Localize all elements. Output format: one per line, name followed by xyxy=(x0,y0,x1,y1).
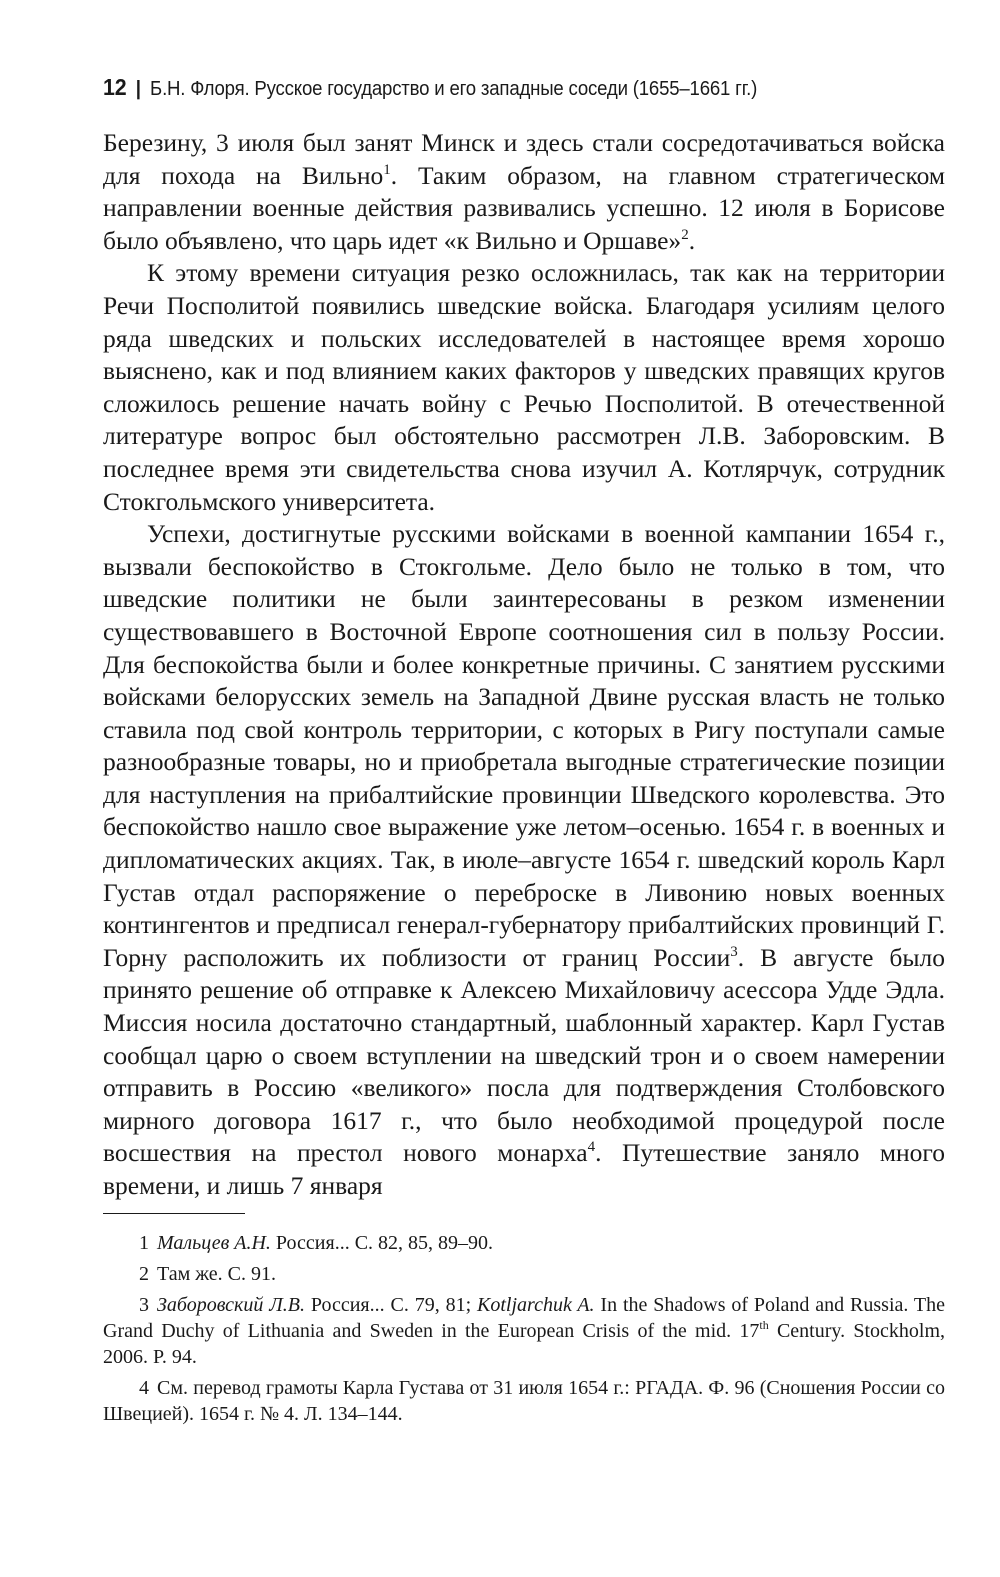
running-head xyxy=(103,72,886,102)
footnote-author: Мальцев А.Н. xyxy=(157,1231,271,1254)
footnote-ref-1[interactable]: 1 xyxy=(383,161,391,178)
footnote-3 xyxy=(103,1292,945,1370)
paragraph-1-text-c: . xyxy=(688,225,696,255)
header-separator: | xyxy=(135,78,141,100)
paragraph-3-text-a: Успехи, достигнутые русскими войсками в военной кампании 1654 г., вызвали беспокойство в Стокгольме. Дело было не только в том, что шведские политики не были заинтересованы в резком изменении существовавшего в Восточной Европе соотношения сил в пользу России. Для беспокойства были и более конкретные причины. С занятием русскими войсками белорусских земель на Западной Двине русская власть не только ставила под свой контроль территории, с которых в Ригу поступали самые разнообразные товары, но и приобретала выгодные стратегические позиции для наступления на прибалтийские провинции Шведского королевства. Это беспокойство нашло свое выражение уже летом–осенью. 1654 г. в военных и дипломатических акциях. Так, в июле–августе 1654 г. шведский король Карл Густав отдал распоряжение о переброске в Ливонию новых военных контингентов и предписал генерал-губернатору прибалтийских провинций Г. Горну расположить их поблизости от границ России xyxy=(103,519,945,972)
footnote-text: Там же. С. 91. xyxy=(157,1262,277,1285)
footnote-ref-3[interactable]: 3 xyxy=(730,943,738,960)
footnote-ref-4[interactable]: 4 xyxy=(587,1139,596,1156)
paragraph-1-text-a: Березину, 3 июля был занят Минск и здесь стали сосредотачиваться войска для похода на Вильно xyxy=(103,128,945,190)
footnote-number: 2 xyxy=(139,1262,149,1285)
paragraph-1-text-b: . Таким образом, на главном стратегическом направлении военные действия развивались успешно. 12 июля в Борисове было объявлено, что царь идет «к Вильно и Оршаве» xyxy=(103,160,945,255)
footnote-number: 3 xyxy=(139,1293,149,1316)
footnote-ref-2[interactable]: 2 xyxy=(681,226,689,243)
footnote-superscript: th xyxy=(759,1317,769,1332)
paragraph-3-text-c: . Путешествие заняло много времени, и лишь 7 января xyxy=(103,1138,945,1200)
running-title: Б.Н. Флоря. Русское государство и его западные соседи (1655–1661 гг.) xyxy=(150,78,758,100)
main-text xyxy=(103,127,945,1203)
footnote-divider xyxy=(103,1213,245,1214)
footnote-number: 4 xyxy=(139,1376,149,1399)
paragraph-2 xyxy=(103,257,945,518)
footnote-number: 1 xyxy=(139,1231,149,1254)
footnote-text: Россия... С. 82, 85, 89–90. xyxy=(270,1231,494,1254)
book-page xyxy=(103,72,945,1432)
footnote-1 xyxy=(103,1230,945,1256)
footnote-2 xyxy=(103,1261,945,1287)
footnote-text: Россия... С. 79, 81; xyxy=(304,1293,478,1316)
footnote-author-2: Kotljarchuk A. xyxy=(477,1293,595,1316)
page-number: 12 xyxy=(103,74,127,100)
paragraph-3-text-b: . В августе было принято решение об отправке к Алексею Михайловичу асессора Удде Эдла. Миссия носила достаточно стандартный, шаблонный характер. Карл Густав сообщал царю о своем вступлении на шведский трон и о своем намерении отправить в Россию «великого» посла для подтверждения Столбовского мирного договора 1617 г., что было необходимой процедурой после восшествия на престол нового монарха xyxy=(103,942,945,1168)
footnote-4 xyxy=(103,1375,945,1427)
paragraph-1 xyxy=(103,127,945,257)
footnote-text-b: In the Shadows of Poland and Russia. The Grand Duchy of Lithuania and Sweden in the European Crisis of the mid. 17 xyxy=(103,1293,945,1342)
footnotes xyxy=(103,1230,945,1427)
paragraph-2-text: К этому времени ситуация резко осложнилась, так как на территории Речи Посполитой появились шведские войска. Благодаря усилиям целого ряда шведских и польских исследователей в настоящее время хорошо выяснено, как и под влиянием каких факторов у шведских правящих кругов сложилось решение начать войну с Речью Посполитой. В отечественной литературе вопрос был обстоятельно рассмотрен Л.В. Заборовским. В последнее время эти свидетельства снова изучил А. Котлярчук, сотрудник Стокгольмского университета. xyxy=(103,258,945,516)
footnote-author: Заборовский Л.В. xyxy=(157,1293,305,1316)
footnote-text: См. перевод грамоты Карла Густава от 31 июля 1654 г.: РГАДА. Ф. 96 (Сношения России со Швецией). 1654 г. № 4. Л. 134–144. xyxy=(103,1376,945,1425)
paragraph-3 xyxy=(103,518,945,1202)
footnote-text-c: Century. Stockholm, 2006. P. 94. xyxy=(103,1319,945,1368)
